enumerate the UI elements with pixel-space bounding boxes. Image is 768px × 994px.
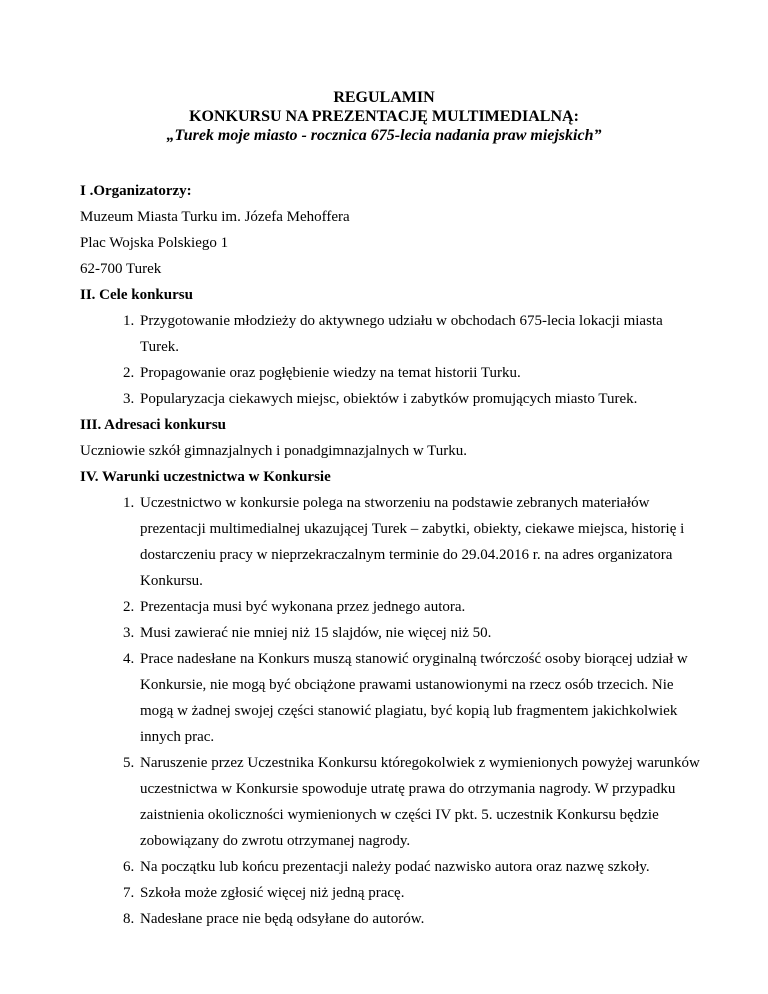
- title-line-konkurs: KONKURSU NA PREZENTACJĘ MULTIMEDIALNĄ:: [189, 108, 579, 125]
- list-item: 1. Przygotowanie młodzieży do aktywnego udziału w obchodach 675-lecia lokacji miasta Turek.: [138, 308, 700, 360]
- document-title: [0, 88, 768, 145]
- list-item: 8. Nadesłane prace nie będą odsyłane do autorów.: [138, 906, 700, 932]
- list-item: 2. Prezentacja musi być wykonana przez jednego autora.: [138, 594, 700, 620]
- title-line-regulamin: REGULAMIN: [333, 89, 435, 106]
- title-line-subtitle: „Turek moje miasto - rocznica 675-lecia nadania praw miejskich”: [166, 127, 602, 144]
- section-audience-heading: III. Adresaci konkursu: [80, 417, 227, 433]
- organizer-name: Muzeum Miasta Turku im. Józefa Mehoffera: [80, 209, 350, 225]
- organizer-city: 62-700 Turek: [80, 261, 162, 277]
- document-body: [80, 178, 700, 932]
- section-conditions-heading: IV. Warunki uczestnictwa w Konkursie: [80, 469, 331, 485]
- section-goals-heading: II. Cele konkursu: [80, 287, 193, 303]
- list-item: 7. Szkoła może zgłosić więcej niż jedną pracę.: [138, 880, 700, 906]
- list-item: 2. Propagowanie oraz pogłębienie wiedzy na temat historii Turku.: [138, 360, 700, 386]
- list-item: 3. Popularyzacja ciekawych miejsc, obiektów i zabytków promujących miasto Turek.: [138, 386, 700, 412]
- list-item: 1. Uczestnictwo w konkursie polega na stworzeniu na podstawie zebranych materiałów prezentacji multimedialnej ukazującej Turek – zabytki, obiekty, ciekawe miejsca, historię i dostarczeniu pracy w nieprzekraczalnym terminie do 29.04.2016 r. na adres organizatora Konkursu.: [138, 490, 700, 594]
- audience-text: Uczniowie szkół gimnazjalnych i ponadgimnazjalnych w Turku.: [80, 443, 468, 459]
- list-item: 6. Na początku lub końcu prezentacji należy podać nazwisko autora oraz nazwę szkoły.: [138, 854, 700, 880]
- list-item: 3. Musi zawierać nie mniej niż 15 slajdów, nie więcej niż 50.: [138, 620, 700, 646]
- goals-list: [80, 308, 700, 412]
- section-organizers-heading: I .Organizatorzy:: [80, 183, 192, 199]
- organizer-street: Plac Wojska Polskiego 1: [80, 235, 229, 251]
- list-item: 5. Naruszenie przez Uczestnika Konkursu któregokolwiek z wymienionych powyżej warunków uczestnictwa w Konkursie spowoduje utratę prawa do otrzymania nagrody. W przypadku zaistnienia okoliczności wymienionych w części IV pkt. 5. uczestnik Konkursu będzie zobowiązany do zwrotu otrzymanej nagrody.: [138, 750, 700, 854]
- list-item: 4. Prace nadesłane na Konkurs muszą stanowić oryginalną twórczość osoby biorącej udział w Konkursie, nie mogą być obciążone prawami ustanowionymi na rzecz osób trzecich. Nie mogą w żadnej swojej części stanowić plagiatu, być kopią lub fragmentem jakichkolwiek innych prac.: [138, 646, 700, 750]
- conditions-list: [80, 490, 700, 932]
